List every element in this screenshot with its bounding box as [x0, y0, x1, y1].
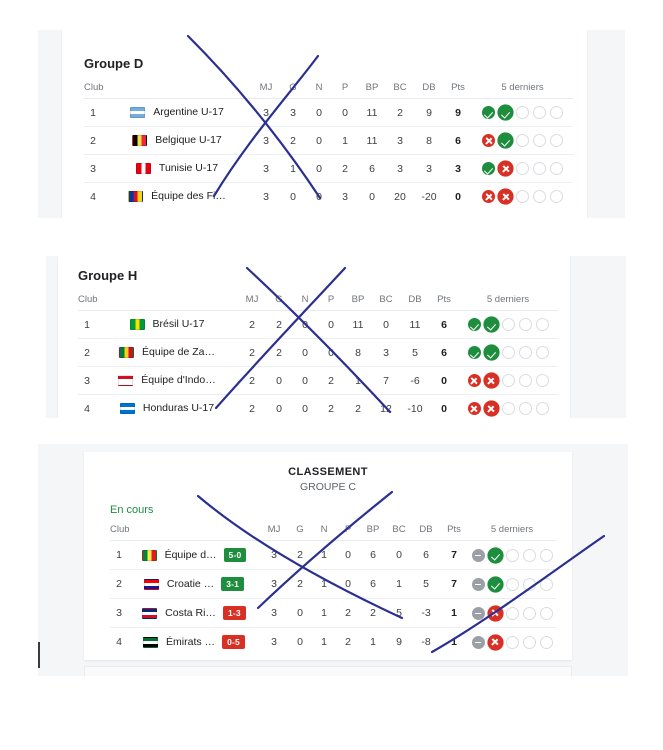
- row-position: 1: [78, 311, 96, 339]
- row-bc: 3: [372, 339, 400, 367]
- row-last5: [472, 99, 573, 127]
- row-db: -8: [421, 636, 431, 648]
- row-position: 4: [84, 402, 90, 415]
- standings-card: [84, 452, 572, 660]
- row-bp: 6: [360, 570, 386, 599]
- row-g: 0: [276, 402, 282, 415]
- row-db: 8: [414, 127, 444, 155]
- form-dot-win: [482, 106, 495, 119]
- form-dot-empty: [536, 318, 549, 331]
- flag-icon: [120, 403, 135, 414]
- row-club[interactable]: [128, 628, 260, 657]
- row-pts: 6: [430, 339, 458, 367]
- row-bc: 0: [372, 311, 400, 339]
- table-header-row: [84, 78, 573, 99]
- col-p: P: [332, 78, 358, 99]
- row-n: 0: [292, 367, 318, 395]
- col-bp: BP: [360, 520, 386, 541]
- col-p: P: [336, 520, 360, 541]
- row-mj: 2: [249, 402, 255, 415]
- row-bc: 9: [396, 636, 402, 648]
- form-dot-win-current: [499, 106, 512, 119]
- col-club: Club: [110, 520, 260, 541]
- club-name: Tunisie U-17: [158, 162, 219, 175]
- col-pts: Pts: [430, 290, 458, 311]
- form-dot-empty: [516, 162, 529, 175]
- flag-icon: [136, 163, 151, 174]
- row-club[interactable]: [96, 339, 238, 367]
- row-n: 1: [312, 599, 336, 628]
- row-club[interactable]: [128, 599, 260, 628]
- row-bc: 3: [386, 127, 414, 155]
- col-mj: MJ: [260, 520, 288, 541]
- row-p: 1: [332, 127, 358, 155]
- row-position: 1: [84, 99, 102, 127]
- row-mj: 3: [260, 599, 288, 628]
- row-bc: 2: [386, 99, 414, 127]
- row-p: 0: [336, 541, 360, 570]
- row-mj: 3: [260, 570, 288, 599]
- row-g: 0: [288, 599, 312, 628]
- form-dot-empty: [550, 190, 563, 203]
- score-badge: 1-3: [223, 606, 246, 620]
- row-bp: 1: [344, 367, 372, 395]
- col-bc: BC: [372, 290, 400, 311]
- row-g: 2: [266, 339, 292, 367]
- group-title: Groupe D: [84, 56, 144, 71]
- club-name: Croatie …: [166, 578, 215, 590]
- panel-groupe-h: [46, 256, 626, 418]
- row-n: 1: [312, 541, 336, 570]
- row-last5: [458, 339, 558, 367]
- club-name: Costa Ri…: [165, 607, 216, 619]
- row-db: 5: [412, 570, 440, 599]
- score-badge: 3-1: [221, 577, 244, 591]
- row-bc: 12: [380, 402, 392, 415]
- row-position: 2: [84, 127, 102, 155]
- form-dot-empty: [536, 346, 549, 359]
- row-bp: 0: [369, 190, 375, 203]
- table-row[interactable]: [110, 628, 556, 657]
- form-dot-empty: [502, 374, 515, 387]
- flag-icon: [130, 319, 145, 330]
- form-dot-empty: [540, 549, 553, 562]
- form-dot-empty: [516, 190, 529, 203]
- row-last5: [468, 541, 556, 570]
- panel-groupe-c: [38, 444, 628, 676]
- row-last5: [458, 311, 558, 339]
- row-mj: 3: [252, 127, 280, 155]
- form-dot-empty: [533, 190, 546, 203]
- form-dot-empty: [516, 134, 529, 147]
- row-pts: 7: [440, 541, 468, 570]
- row-last5: [468, 570, 556, 599]
- col-bp: BP: [358, 78, 386, 99]
- row-n: 0: [306, 155, 332, 183]
- row-mj: 3: [252, 99, 280, 127]
- form-dot-empty: [540, 636, 553, 649]
- row-g: 1: [280, 155, 306, 183]
- flag-icon: [119, 347, 134, 358]
- club-name: Équipe des Fi…: [151, 190, 226, 203]
- col-n: N: [292, 290, 318, 311]
- col-g: G: [288, 520, 312, 541]
- row-g: 0: [290, 190, 296, 203]
- form-dot-empty: [519, 374, 532, 387]
- row-last5: [458, 367, 558, 395]
- row-p: 2: [328, 402, 334, 415]
- standings-table-groupe-d: [84, 78, 573, 210]
- col-p: P: [318, 290, 344, 311]
- row-db: 11: [400, 311, 430, 339]
- form-dot-empty: [533, 106, 546, 119]
- row-mj: 2: [238, 367, 266, 395]
- row-position: 4: [90, 190, 96, 203]
- row-n: 0: [306, 127, 332, 155]
- form-dot-empty: [502, 346, 515, 359]
- form-dot-loss-current: [485, 402, 498, 415]
- club-name: Brésil U-17: [152, 318, 205, 331]
- row-position: 4: [116, 636, 122, 648]
- row-db: 5: [400, 339, 430, 367]
- col-db: DB: [414, 78, 444, 99]
- club-name: Émirats …: [166, 636, 216, 648]
- row-n: 1: [312, 570, 336, 599]
- row-club[interactable]: [96, 311, 238, 339]
- form-dot-empty: [533, 162, 546, 175]
- score-badge: 5-0: [224, 548, 247, 562]
- club-name: Argentine U-17: [153, 106, 224, 119]
- row-club[interactable]: [102, 99, 252, 127]
- row-db: 3: [414, 155, 444, 183]
- classement-subtitle: GROUPE C: [299, 481, 356, 493]
- row-last5: [472, 155, 573, 183]
- table-row[interactable]: [84, 99, 573, 127]
- row-g: 0: [266, 367, 292, 395]
- col-club: Club: [78, 290, 238, 311]
- row-bp: 6: [360, 541, 386, 570]
- row-bc: 1: [386, 570, 412, 599]
- form-dot-win-current: [485, 346, 498, 359]
- table-row[interactable]: [78, 395, 558, 419]
- standings-table-groupe-c: [110, 520, 556, 656]
- col-club: Club: [84, 78, 252, 99]
- form-dot-loss: [482, 190, 495, 203]
- form-dot-empty: [523, 549, 536, 562]
- row-last5: [472, 127, 573, 155]
- panel-groupe-d: [38, 30, 625, 218]
- row-last5: [458, 395, 558, 419]
- table-row[interactable]: [110, 570, 556, 599]
- col-pts: Pts: [440, 520, 468, 541]
- row-pts: 9: [444, 99, 472, 127]
- row-position: 3: [84, 155, 102, 183]
- row-club[interactable]: [128, 541, 260, 570]
- row-mj: 3: [260, 541, 288, 570]
- form-dot-empty: [550, 162, 563, 175]
- standings-table-groupe-h: [78, 290, 558, 418]
- form-dot-win: [482, 162, 495, 175]
- table-header-row: [110, 520, 556, 541]
- table-row[interactable]: [110, 599, 556, 628]
- row-p: 0: [336, 570, 360, 599]
- table-row[interactable]: [84, 127, 573, 155]
- form-dot-loss: [468, 374, 481, 387]
- club-name: Honduras U-17: [142, 402, 215, 415]
- row-pts: 0: [455, 190, 461, 203]
- row-pts: 1: [440, 599, 468, 628]
- row-position: 2: [78, 339, 96, 367]
- row-n: 1: [321, 636, 327, 648]
- form-dot-empty: [550, 106, 563, 119]
- col-db: DB: [400, 290, 430, 311]
- row-p: 3: [342, 190, 348, 203]
- row-position: 3: [78, 367, 96, 395]
- row-bp: 2: [355, 402, 361, 415]
- row-last5: [468, 628, 556, 657]
- table-row[interactable]: [84, 155, 573, 183]
- row-club[interactable]: [96, 367, 238, 395]
- form-dot-draw: [472, 636, 485, 649]
- row-p: 0: [318, 311, 344, 339]
- form-dot-empty: [540, 607, 553, 620]
- flag-icon: [143, 637, 158, 648]
- form-dot-empty: [506, 578, 519, 591]
- form-dot-empty: [506, 607, 519, 620]
- row-bp: 1: [370, 636, 376, 648]
- row-pts: 7: [440, 570, 468, 599]
- row-n: 0: [316, 190, 322, 203]
- flag-icon: [130, 107, 145, 118]
- form-dot-empty: [533, 134, 546, 147]
- row-position: 1: [110, 541, 128, 570]
- form-dot-empty: [523, 607, 536, 620]
- row-bp: 6: [358, 155, 386, 183]
- row-bp: 2: [360, 599, 386, 628]
- row-club[interactable]: [96, 395, 238, 419]
- col-db: DB: [412, 520, 440, 541]
- row-club[interactable]: [102, 127, 252, 155]
- standings-card: [62, 30, 587, 218]
- col-bc: BC: [386, 78, 414, 99]
- form-dot-empty: [502, 318, 515, 331]
- row-last5: [472, 183, 573, 211]
- row-mj: 2: [238, 311, 266, 339]
- score-badge: 0-5: [222, 635, 245, 649]
- flag-icon: [118, 375, 133, 386]
- form-dot-loss-current: [499, 190, 512, 203]
- table-header-row: [78, 290, 558, 311]
- form-dot-loss-current: [489, 607, 502, 620]
- row-bc: 20: [394, 190, 406, 203]
- row-g: 2: [288, 541, 312, 570]
- table-body: [110, 541, 556, 657]
- form-dot-draw: [472, 607, 485, 620]
- form-dot-empty: [502, 402, 515, 415]
- live-status-label: En cours: [110, 504, 154, 516]
- table-body: [78, 311, 558, 419]
- row-position: 2: [110, 570, 128, 599]
- col-n: N: [306, 78, 332, 99]
- form-dot-win: [468, 318, 481, 331]
- form-dot-empty: [540, 578, 553, 591]
- row-p: 0: [318, 339, 344, 367]
- row-bc: 0: [386, 541, 412, 570]
- flag-icon: [128, 191, 143, 202]
- row-p: 2: [332, 155, 358, 183]
- form-dot-win-current: [485, 318, 498, 331]
- table-row[interactable]: [84, 183, 573, 211]
- row-db: -20: [421, 190, 437, 203]
- form-dot-empty: [550, 134, 563, 147]
- row-db: 9: [414, 99, 444, 127]
- col-last5: 5 derniers: [458, 290, 558, 311]
- club-name: Équipe d…: [164, 549, 217, 561]
- form-dot-loss-current: [499, 162, 512, 175]
- col-last5: 5 derniers: [472, 78, 573, 99]
- bottom-strip[interactable]: [84, 666, 572, 676]
- row-db: -3: [412, 599, 440, 628]
- flag-icon: [144, 579, 159, 590]
- col-n: N: [312, 520, 336, 541]
- group-title: Groupe H: [78, 268, 138, 283]
- row-pts: 0: [441, 402, 447, 415]
- col-g: G: [280, 78, 306, 99]
- col-pts: Pts: [444, 78, 472, 99]
- row-club[interactable]: [128, 570, 260, 599]
- row-n: 0: [292, 339, 318, 367]
- col-g: G: [266, 290, 292, 311]
- row-club[interactable]: [102, 155, 252, 183]
- row-g: 0: [297, 636, 303, 648]
- row-pts: 1: [451, 636, 457, 648]
- row-p: 2: [345, 636, 351, 648]
- col-bp: BP: [344, 290, 372, 311]
- form-dot-empty: [523, 578, 536, 591]
- flag-icon: [142, 608, 157, 619]
- form-dot-draw: [472, 578, 485, 591]
- row-bp: 11: [344, 311, 372, 339]
- row-club[interactable]: [102, 183, 252, 211]
- col-last5: 5 derniers: [468, 520, 556, 541]
- row-g: 3: [280, 99, 306, 127]
- row-p: 2: [318, 367, 344, 395]
- table-body: [84, 99, 573, 211]
- col-bc: BC: [386, 520, 412, 541]
- row-n: 0: [306, 99, 332, 127]
- form-dot-win: [468, 346, 481, 359]
- form-dot-empty: [516, 106, 529, 119]
- row-db: -10: [407, 402, 423, 415]
- form-dot-loss: [482, 134, 495, 147]
- row-n: 0: [302, 402, 308, 415]
- col-mj: MJ: [252, 78, 280, 99]
- row-position: 3: [110, 599, 128, 628]
- col-mj: MJ: [238, 290, 266, 311]
- form-dot-empty: [519, 318, 532, 331]
- form-dot-draw: [472, 549, 485, 562]
- row-pts: 3: [444, 155, 472, 183]
- standings-card: [58, 256, 570, 418]
- row-mj: 3: [271, 636, 277, 648]
- row-g: 2: [280, 127, 306, 155]
- form-dot-empty: [519, 402, 532, 415]
- club-name: Belgique U-17: [155, 134, 222, 147]
- form-dot-win-current: [489, 549, 502, 562]
- row-p: 0: [332, 99, 358, 127]
- form-dot-empty: [536, 402, 549, 415]
- form-dot-empty: [519, 346, 532, 359]
- row-g: 2: [266, 311, 292, 339]
- form-dot-empty: [506, 549, 519, 562]
- row-mj: 2: [238, 339, 266, 367]
- form-dot-empty: [523, 636, 536, 649]
- row-bc: 5: [386, 599, 412, 628]
- form-dot-win-current: [489, 578, 502, 591]
- table-row[interactable]: [78, 339, 558, 367]
- row-pts: 6: [444, 127, 472, 155]
- flag-icon: [132, 135, 147, 146]
- table-row[interactable]: [78, 367, 558, 395]
- row-n: 0: [292, 311, 318, 339]
- row-mj: 3: [263, 190, 269, 203]
- row-db: 6: [412, 541, 440, 570]
- row-bc: 3: [386, 155, 414, 183]
- club-name: Équipe de Za…: [142, 346, 215, 359]
- row-pts: 6: [430, 311, 458, 339]
- form-dot-loss-current: [489, 636, 502, 649]
- form-dot-loss-current: [485, 374, 498, 387]
- form-dot-empty: [536, 374, 549, 387]
- form-dot-empty: [506, 636, 519, 649]
- row-g: 2: [288, 570, 312, 599]
- row-bp: 11: [358, 99, 386, 127]
- form-dot-win-current: [499, 134, 512, 147]
- table-row[interactable]: [110, 541, 556, 570]
- classement-title: CLASSEMENT: [288, 466, 368, 478]
- row-last5: [468, 599, 556, 628]
- flag-icon: [142, 550, 157, 561]
- row-mj: 3: [252, 155, 280, 183]
- left-edge-marker: [38, 642, 40, 668]
- row-bc: 7: [372, 367, 400, 395]
- club-name: Équipe d'Indo…: [141, 374, 216, 387]
- row-bp: 8: [344, 339, 372, 367]
- row-bp: 11: [358, 127, 386, 155]
- row-pts: 0: [430, 367, 458, 395]
- row-db: -6: [400, 367, 430, 395]
- table-row[interactable]: [78, 311, 558, 339]
- row-p: 2: [336, 599, 360, 628]
- form-dot-loss: [468, 402, 481, 415]
